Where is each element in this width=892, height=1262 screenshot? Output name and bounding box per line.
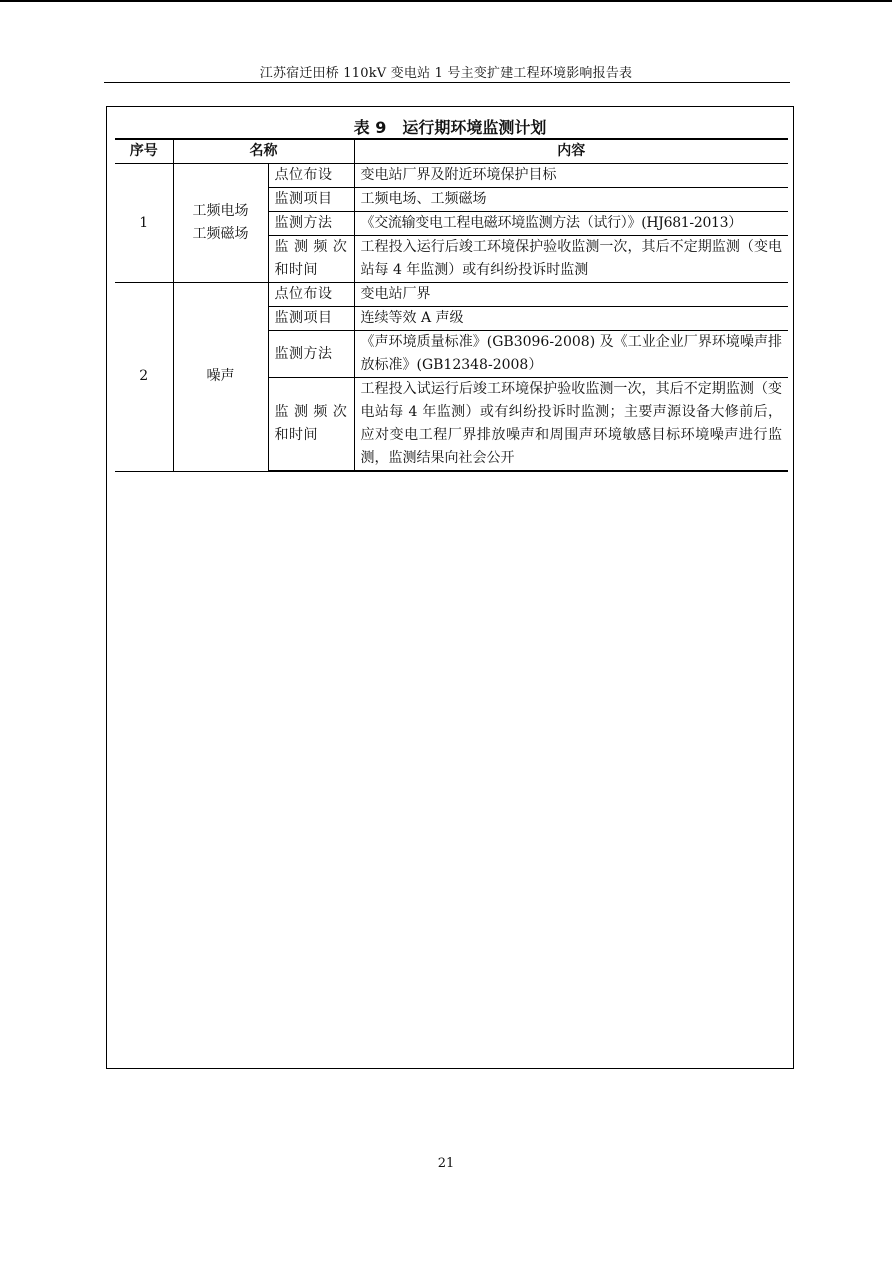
- running-header: 江苏宿迁田桥 110kV 变电站 1 号主变扩建工程环境影响报告表: [259, 66, 633, 81]
- row-item: 监测方法: [268, 212, 354, 236]
- row-content: 工频电场、工频磁场: [354, 188, 788, 212]
- group-seq: 1: [115, 164, 173, 283]
- row-content: 工程投入运行后竣工环境保护验收监测一次，其后不定期监测（变电站每 4 年监测）或有纠纷投诉时监测: [354, 236, 788, 283]
- page-number: 21: [437, 1156, 455, 1171]
- row-content: 变电站厂界: [354, 283, 788, 307]
- monitoring-plan-table: [115, 138, 788, 472]
- row-item-line: 监 测 频 次: [274, 404, 348, 420]
- table-header-row: [115, 139, 788, 164]
- row-item-line: 和时间: [274, 427, 318, 443]
- group-name: 噪声: [173, 283, 268, 472]
- header-rule: [104, 82, 790, 83]
- table-title: 运行期环境监测计划: [402, 118, 547, 137]
- row-content: 变电站厂界及附近环境保护目标: [354, 164, 788, 188]
- table-row: [115, 164, 788, 188]
- row-item: 监测项目: [268, 188, 354, 212]
- row-item-line: 监 测 频 次: [274, 239, 348, 255]
- row-item: 监测方法: [268, 331, 354, 378]
- row-item: [268, 236, 354, 283]
- row-item: 监测项目: [268, 307, 354, 331]
- row-content: 连续等效 A 声级: [354, 307, 788, 331]
- group-name: [173, 164, 268, 283]
- table-row: [115, 283, 788, 307]
- row-content: 工程投入试运行后竣工环境保护验收监测一次，其后不定期监测（变电站每 4 年监测）或有纠纷投诉时监测；主要声源设备大修前后，应对变电工程厂界排放噪声和周围声环境敏感目标环境噪声进行监测，监测结果向社会公开: [354, 378, 788, 472]
- header-seq: 序号: [115, 139, 173, 164]
- row-content: 《交流输变电工程电磁环境监测方法（试行）》(HJ681-2013）: [354, 212, 788, 236]
- header-name: 名称: [173, 139, 354, 164]
- table-number: 表 9: [353, 118, 387, 137]
- row-item: 点位布设: [268, 164, 354, 188]
- group-seq: 2: [115, 283, 173, 472]
- header-content: 内容: [354, 139, 788, 164]
- row-content: 《声环境质量标准》(GB3096-2008) 及《工业企业厂界环境噪声排放标准》(GB12348-2008）: [354, 331, 788, 378]
- row-item: 点位布设: [268, 283, 354, 307]
- group-name-line: 工频电场: [192, 203, 249, 219]
- group-name-line: 工频磁场: [192, 226, 249, 242]
- top-edge-rule: [0, 0, 892, 2]
- table-caption: [106, 115, 794, 138]
- row-item: [268, 378, 354, 472]
- row-item-line: 和时间: [274, 262, 318, 278]
